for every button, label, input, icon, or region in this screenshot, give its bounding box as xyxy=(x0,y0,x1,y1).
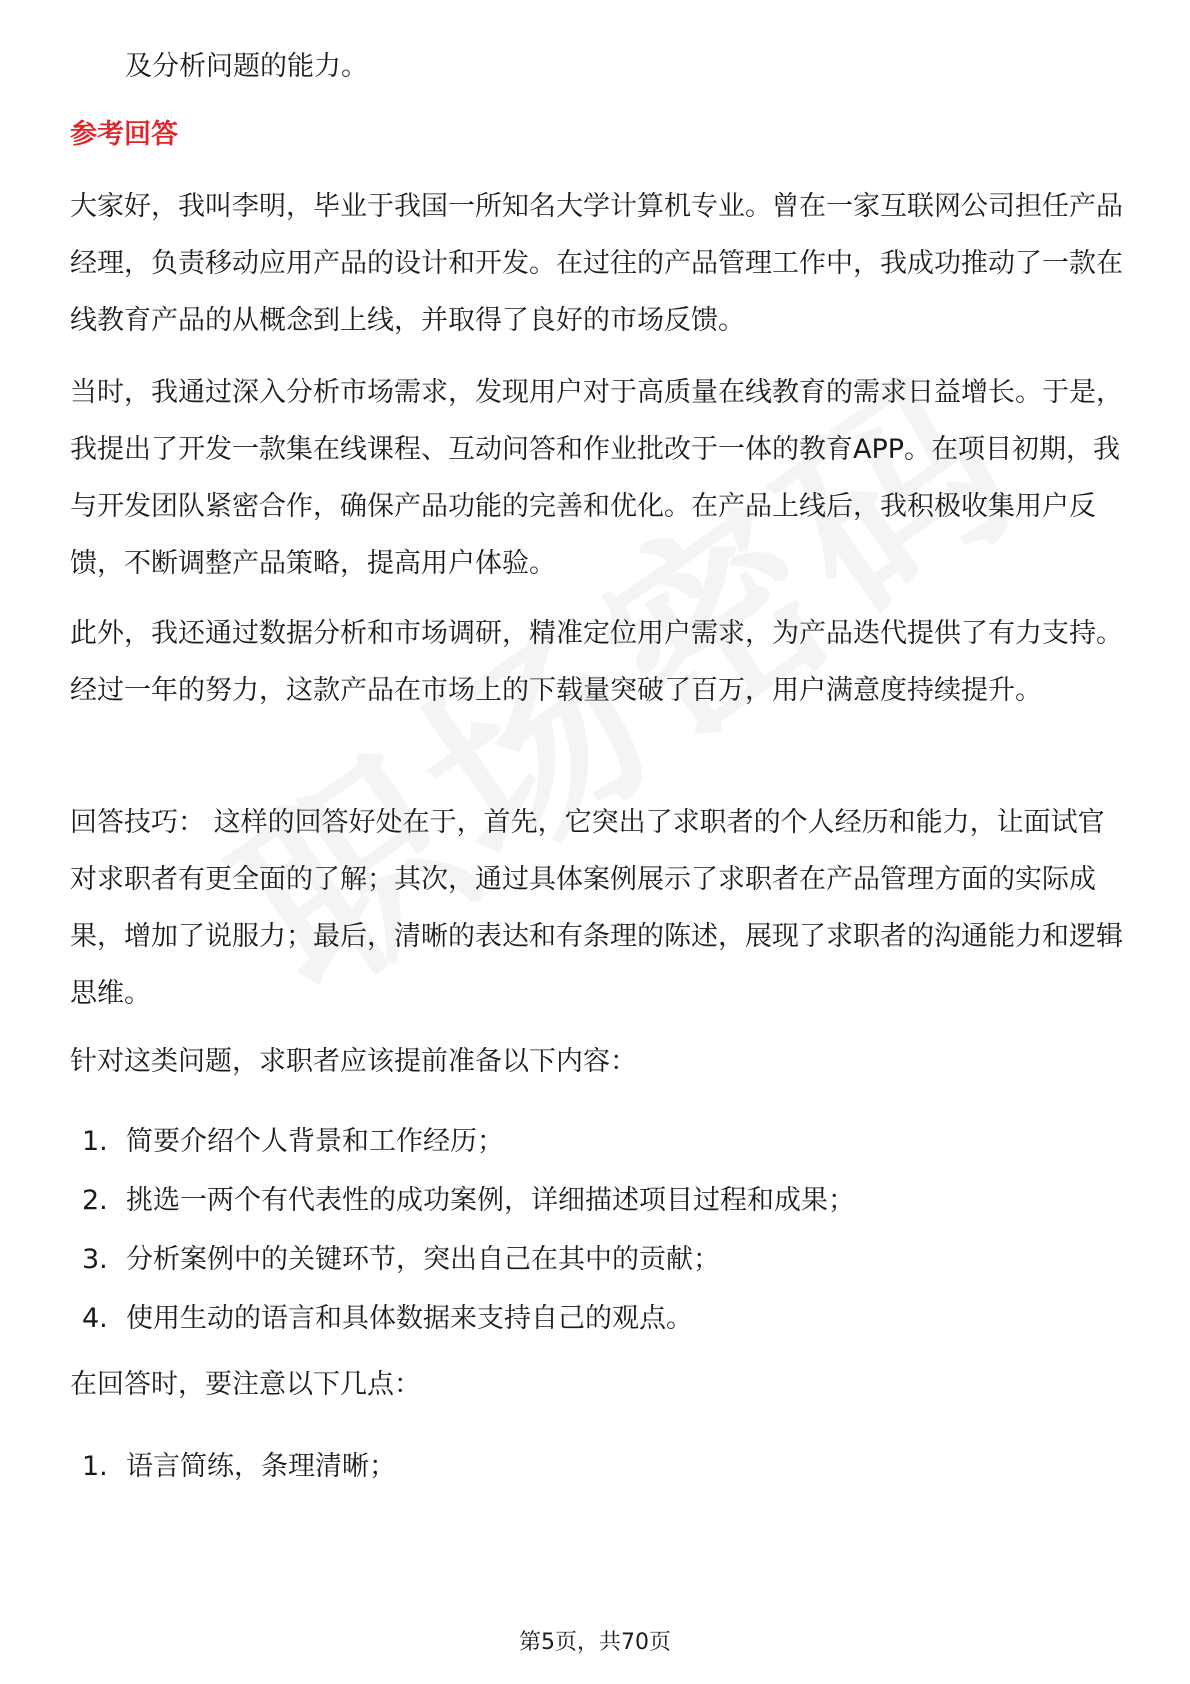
continuation-text: 及分析问题的能力。 xyxy=(125,51,368,82)
paragraph-notice-intro: 在回答时，要注意以下几点： xyxy=(70,1369,421,1400)
paragraph-intro: 大家好，我叫李明，毕业于我国一所知名大学计算机专业。曾在一家互联网公司担任产品经理，负责移动应用产品的设计和开发。在过往的产品管理工作中，我成功推动了一款在线教育产品的从概念到上线，并取得了良好的市场反馈。 xyxy=(70,191,1123,336)
list-text: 使用生动的语言和具体数据来支持自己的观点。 xyxy=(126,1303,693,1334)
paragraph-prepare-intro: 针对这类问题，求职者应该提前准备以下内容： xyxy=(70,1046,637,1077)
list-item xyxy=(82,1437,396,1496)
list-number: 4. xyxy=(82,1303,108,1334)
paragraph-story: 当时，我通过深入分析市场需求，发现用户对于高质量在线教育的需求日益增长。于是，我提出了开发一款集在线课程、互动问答和作业批改于一体的教育APP。在项目初期，我与开发团队紧密合作，确保产品功能的完善和优化。在产品上线后，我积极收集用户反馈，不断调整产品策略，提高用户体验。 xyxy=(70,377,1123,579)
list-number: 1. xyxy=(82,1451,108,1482)
prepare-list xyxy=(82,1112,855,1348)
list-number: 2. xyxy=(82,1185,108,1216)
paragraph-result: 此外，我还通过数据分析和市场调研，精准定位用户需求，为产品迭代提供了有力支持。经过一年的努力，这款产品在市场上的下载量突破了百万，用户满意度持续提升。 xyxy=(70,618,1123,706)
list-item xyxy=(82,1289,855,1348)
list-number: 3. xyxy=(82,1244,108,1275)
answer-heading: 参考回答 xyxy=(70,119,178,150)
list-item xyxy=(82,1230,855,1289)
paragraph-tips: 回答技巧： 这样的回答好处在于，首先，它突出了求职者的个人经历和能力，让面试官对求职者有更全面的了解；其次，通过具体案例展示了求职者在产品管理方面的实际成果，增加了说服力；最后，清晰的表达和有条理的陈述，展现了求职者的沟通能力和逻辑思维。 xyxy=(70,807,1123,1009)
list-number: 1. xyxy=(82,1126,108,1157)
list-item xyxy=(82,1112,855,1171)
list-text: 分析案例中的关键环节，突出自己在其中的贡献； xyxy=(126,1244,720,1275)
list-text: 挑选一两个有代表性的成功案例，详细描述项目过程和成果； xyxy=(126,1185,855,1216)
list-text: 简要介绍个人背景和工作经历； xyxy=(126,1126,504,1157)
page-footer: 第5页，共70页 xyxy=(519,1630,671,1655)
list-text: 语言简练，条理清晰； xyxy=(126,1451,396,1482)
notice-list xyxy=(82,1437,396,1496)
list-item xyxy=(82,1171,855,1230)
